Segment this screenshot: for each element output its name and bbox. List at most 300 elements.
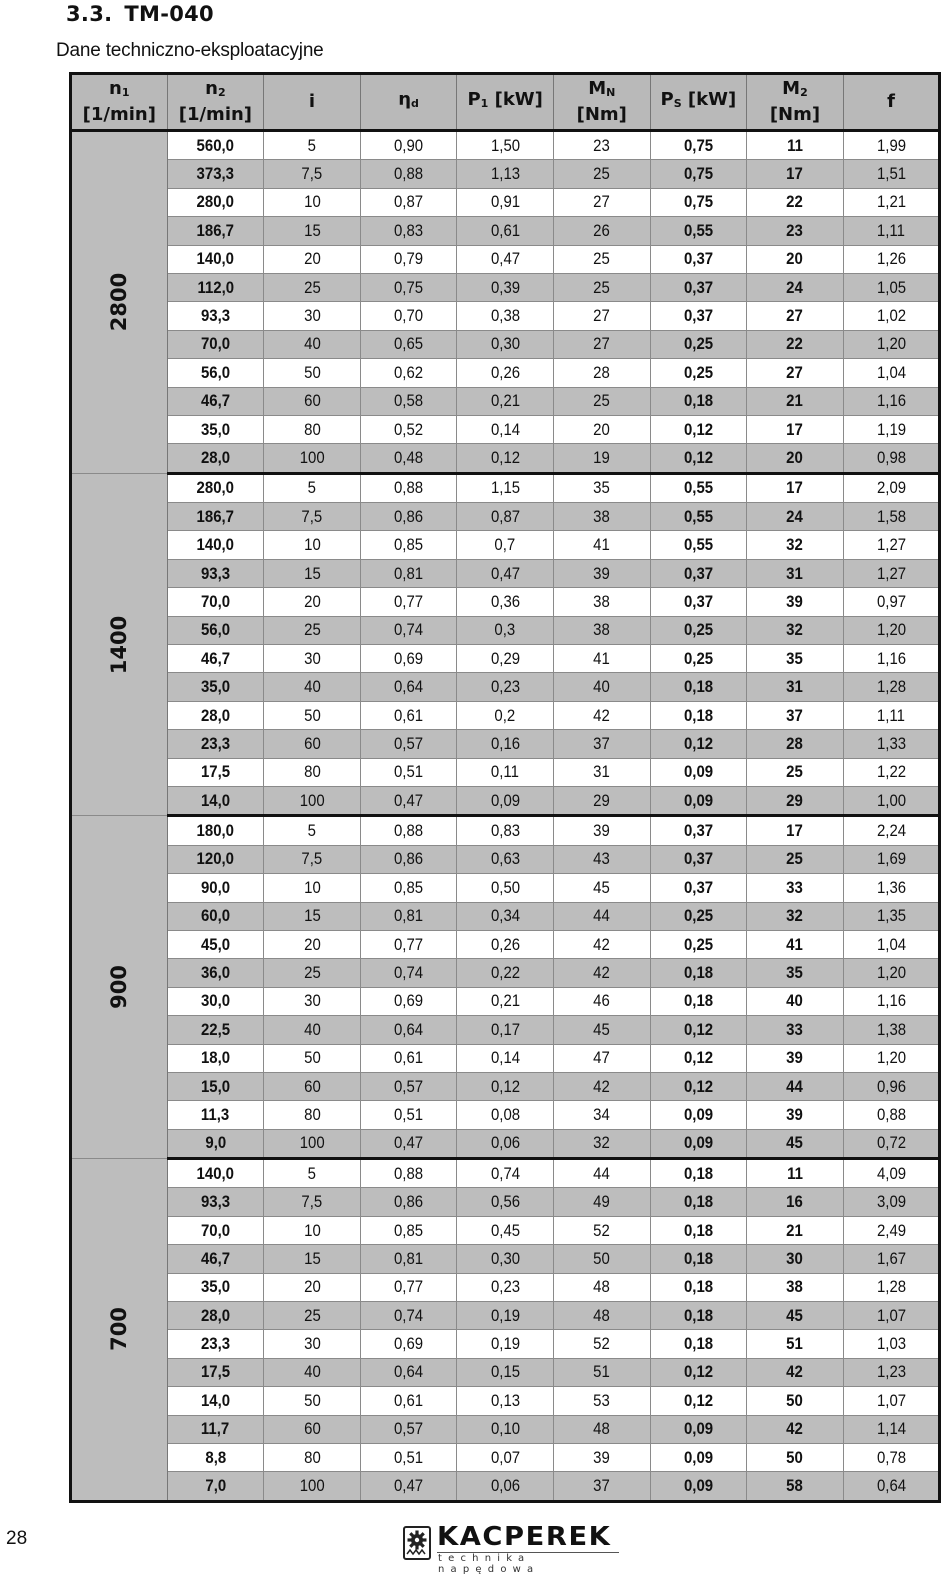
cell-value: 0,18: [683, 1277, 713, 1297]
table-row: [71, 902, 940, 930]
cell-value: 31: [786, 677, 804, 697]
column-header-symbol: P: [467, 89, 481, 110]
table-cell: [843, 1044, 940, 1072]
table-cell: [167, 786, 264, 815]
table-cell: [843, 273, 940, 301]
table-cell: [457, 1016, 554, 1044]
cell-value: 93,3: [200, 306, 230, 326]
table-cell: [553, 1072, 650, 1100]
table-row: [71, 816, 940, 845]
table-row: [71, 1188, 940, 1216]
cell-value: 51: [786, 1334, 804, 1354]
table-cell: [843, 1443, 940, 1471]
table-cell: [650, 1016, 747, 1044]
cell-value: 0,25: [683, 362, 713, 382]
cell-value: 1,27: [876, 563, 906, 583]
cell-value: 0,58: [394, 391, 424, 411]
table-cell: [553, 1443, 650, 1471]
table-cell: [360, 273, 457, 301]
table-cell: [553, 473, 650, 502]
table-cell: [360, 588, 457, 616]
cell-value: 50: [786, 1447, 804, 1467]
cell-value: 17: [786, 164, 804, 184]
table-cell: [264, 816, 361, 845]
cell-value: 0,17: [490, 1019, 520, 1039]
cell-value: 25: [303, 277, 321, 297]
table-cell: [553, 1273, 650, 1301]
cell-value: 45: [593, 877, 611, 897]
table-row: [71, 959, 940, 987]
cell-value: 1,67: [876, 1248, 906, 1268]
table-cell: [457, 588, 554, 616]
table-cell: [264, 1302, 361, 1330]
table-cell: [457, 673, 554, 701]
cell-value: 14,0: [200, 790, 230, 810]
cell-value: 1,23: [876, 1362, 906, 1382]
cell-value: 20: [786, 447, 804, 467]
cell-value: 0,09: [683, 790, 713, 810]
cell-value: 50: [593, 1248, 611, 1268]
cell-value: 23: [786, 220, 804, 240]
cell-value: 0,83: [394, 220, 424, 240]
cell-value: 50: [303, 1390, 321, 1410]
table-row: [71, 217, 940, 245]
cell-value: 1,58: [876, 506, 906, 526]
table-row: [71, 1302, 940, 1330]
table-cell: [360, 302, 457, 330]
table-cell: [264, 1330, 361, 1358]
table-cell: [457, 1216, 554, 1244]
cell-value: 0,88: [876, 1104, 906, 1124]
cell-value: 1,02: [876, 306, 906, 326]
table-cell: [457, 188, 554, 216]
cell-value: 33: [786, 877, 804, 897]
table-cell: [457, 245, 554, 273]
cell-value: 20: [303, 1277, 321, 1297]
cell-value: 34: [593, 1104, 611, 1124]
table-cell: [167, 273, 264, 301]
cell-value: 0,47: [490, 249, 520, 269]
table-cell: [553, 616, 650, 644]
table-cell: [457, 1188, 554, 1216]
table-cell: [167, 302, 264, 330]
table-row: [71, 1159, 940, 1188]
table-cell: [650, 217, 747, 245]
cell-value: 21: [786, 391, 804, 411]
cell-value: 53: [593, 1390, 611, 1410]
table-cell: [457, 473, 554, 502]
cell-value: 45: [786, 1305, 804, 1325]
table-cell: [843, 359, 940, 387]
cell-value: 30: [303, 1334, 321, 1354]
table-cell: [167, 874, 264, 902]
table-cell: [264, 1443, 361, 1471]
cell-value: 60: [303, 1076, 321, 1096]
table-cell: [167, 531, 264, 559]
table-cell: [553, 1245, 650, 1273]
table-cell: [457, 1415, 554, 1443]
table-cell: [553, 188, 650, 216]
table-cell: [650, 188, 747, 216]
column-header-symbol: M: [782, 78, 801, 99]
table-cell: [457, 1159, 554, 1188]
table-cell: [360, 645, 457, 673]
table-row: [71, 1245, 940, 1273]
cell-value: 0,14: [490, 419, 520, 439]
table-cell: [553, 160, 650, 188]
cell-value: 0,09: [683, 1447, 713, 1467]
table-cell: [747, 616, 844, 644]
table-cell: [843, 503, 940, 531]
table-cell: [457, 902, 554, 930]
cell-value: 1,07: [876, 1305, 906, 1325]
cell-value: 7,5: [301, 849, 323, 869]
cell-value: 0,19: [490, 1334, 520, 1354]
table-cell: [457, 1472, 554, 1501]
cell-value: 0,64: [394, 677, 424, 697]
table-header-row: [71, 74, 940, 131]
table-cell: [360, 1358, 457, 1386]
cell-value: 1,50: [490, 135, 520, 155]
cell-value: 1,28: [876, 677, 906, 697]
table-cell: [360, 930, 457, 958]
table-row: [71, 1016, 940, 1044]
table-cell: [167, 1188, 264, 1216]
cell-value: 0,72: [876, 1133, 906, 1153]
cell-value: 10: [303, 1220, 321, 1240]
cell-value: 15,0: [200, 1076, 230, 1096]
cell-value: 0,3: [494, 620, 516, 640]
cell-value: 60: [303, 733, 321, 753]
table-cell: [457, 959, 554, 987]
table-cell: [553, 730, 650, 758]
cell-value: 42: [593, 934, 611, 954]
table-cell: [747, 473, 844, 502]
table-cell: [650, 1216, 747, 1244]
table-cell: [843, 959, 940, 987]
cell-value: 0,09: [490, 790, 520, 810]
table-cell: [650, 616, 747, 644]
table-cell: [650, 874, 747, 902]
cell-value: 38: [593, 591, 611, 611]
cell-value: 45: [786, 1133, 804, 1153]
table-cell: [747, 786, 844, 815]
table-row: [71, 930, 940, 958]
table-cell: [264, 188, 361, 216]
table-cell: [264, 730, 361, 758]
cell-value: 0,07: [490, 1447, 520, 1467]
table-cell: [457, 273, 554, 301]
table-cell: [167, 845, 264, 873]
cell-value: 15: [303, 1248, 321, 1268]
table-cell: [747, 730, 844, 758]
cell-value: 7,5: [301, 506, 323, 526]
table-row: [71, 1472, 940, 1501]
table-cell: [843, 902, 940, 930]
cell-value: 50: [303, 1048, 321, 1068]
cell-value: 25: [303, 1305, 321, 1325]
table-cell: [167, 1273, 264, 1301]
table-cell: [167, 616, 264, 644]
table-cell: [457, 874, 554, 902]
table-cell: [843, 387, 940, 415]
cell-value: 0,09: [683, 1104, 713, 1124]
column-header-symbol: M: [588, 78, 607, 99]
cell-value: 0,63: [490, 849, 520, 869]
column-header: [843, 74, 940, 131]
table-cell: [553, 786, 650, 815]
cell-value: 1,16: [876, 391, 906, 411]
table-cell: [457, 217, 554, 245]
table-cell: [843, 758, 940, 786]
table-row: [71, 302, 940, 330]
table-cell: [843, 1129, 940, 1158]
cell-value: 0,74: [394, 1305, 424, 1325]
cell-value: 0,77: [394, 1277, 424, 1297]
column-header: [71, 74, 168, 131]
table-cell: [360, 701, 457, 729]
table-cell: [457, 415, 554, 443]
table-cell: [167, 1016, 264, 1044]
cell-value: 5: [307, 135, 317, 155]
cell-value: 140,0: [196, 535, 235, 555]
cell-value: 0,55: [683, 506, 713, 526]
table-cell: [167, 902, 264, 930]
cell-value: 27: [593, 192, 611, 212]
cell-value: 32: [593, 1133, 611, 1153]
cell-value: 0,77: [394, 934, 424, 954]
table-cell: [650, 503, 747, 531]
cell-value: 0,37: [683, 306, 713, 326]
cell-value: 140,0: [196, 249, 235, 269]
cell-value: 18,0: [200, 1048, 230, 1068]
table-cell: [747, 845, 844, 873]
cell-value: 0,13: [490, 1390, 520, 1410]
table-cell: [264, 1129, 361, 1158]
table-cell: [843, 302, 940, 330]
table-cell: [747, 1330, 844, 1358]
table-cell: [264, 531, 361, 559]
table-cell: [264, 245, 361, 273]
table-cell: [650, 673, 747, 701]
cell-value: 0,38: [490, 306, 520, 326]
table-cell: [457, 1129, 554, 1158]
table-cell: [553, 217, 650, 245]
cell-value: 0,37: [683, 821, 713, 841]
table-cell: [843, 188, 940, 216]
table-cell: [747, 959, 844, 987]
cell-value: 0,12: [683, 733, 713, 753]
table-cell: [360, 160, 457, 188]
table-cell: [360, 959, 457, 987]
table-cell: [360, 559, 457, 587]
column-header-subscript: 1: [480, 97, 489, 110]
table-cell: [747, 1245, 844, 1273]
table-row: [71, 1415, 940, 1443]
cell-value: 1,33: [876, 733, 906, 753]
cell-value: 16: [786, 1192, 804, 1212]
cell-value: 0,81: [394, 563, 424, 583]
cell-value: 3,09: [876, 1192, 906, 1212]
cell-value: 0,30: [490, 1248, 520, 1268]
table-cell: [360, 673, 457, 701]
cell-value: 45,0: [200, 934, 230, 954]
cell-value: 0,26: [490, 934, 520, 954]
table-row: [71, 188, 940, 216]
table-cell: [167, 1129, 264, 1158]
cell-value: 25: [303, 963, 321, 983]
cell-value: 39: [786, 1104, 804, 1124]
column-header-unit: [1/min]: [82, 104, 156, 125]
cell-value: 10: [303, 192, 321, 212]
table-cell: [167, 387, 264, 415]
cell-value: 20: [303, 249, 321, 269]
cell-value: 70,0: [200, 591, 230, 611]
table-cell: [843, 1387, 940, 1415]
cell-value: 280,0: [196, 192, 235, 212]
cell-value: 0,96: [876, 1076, 906, 1096]
column-header-unit: [Nm]: [769, 104, 821, 125]
table-cell: [457, 987, 554, 1015]
cell-value: 0,26: [490, 362, 520, 382]
table-cell: [843, 616, 940, 644]
cell-value: 1,36: [876, 877, 906, 897]
cell-value: 0,56: [490, 1192, 520, 1212]
table-row: [71, 588, 940, 616]
cell-value: 35: [786, 648, 804, 668]
cell-value: 0,23: [490, 677, 520, 697]
table-cell: [553, 531, 650, 559]
cell-value: 0,12: [683, 419, 713, 439]
table-cell: [264, 330, 361, 358]
table-cell: [747, 758, 844, 786]
table-cell: [553, 902, 650, 930]
column-header-symbol: n: [205, 78, 218, 99]
cell-value: 0,15: [490, 1362, 520, 1382]
table-cell: [264, 1358, 361, 1386]
table-cell: [457, 616, 554, 644]
cell-value: 1,28: [876, 1277, 906, 1297]
table-row: [71, 1273, 940, 1301]
logo-brand-name: KACPEREK: [437, 1522, 612, 1552]
table-cell: [553, 959, 650, 987]
column-header-subscript: 2: [217, 86, 226, 99]
cell-value: 28: [593, 362, 611, 382]
cell-value: 0,12: [683, 1362, 713, 1382]
table-cell: [264, 987, 361, 1015]
cell-value: 35,0: [200, 1277, 230, 1297]
table-cell: [264, 444, 361, 473]
table-row: [71, 1216, 940, 1244]
table-cell: [747, 673, 844, 701]
cell-value: 40: [303, 1362, 321, 1382]
cell-value: 27: [786, 306, 804, 326]
table-cell: [650, 645, 747, 673]
table-cell: [457, 1443, 554, 1471]
table-cell: [553, 1016, 650, 1044]
table-cell: [650, 160, 747, 188]
table-cell: [264, 302, 361, 330]
cell-value: 35: [786, 963, 804, 983]
column-header: [360, 74, 457, 131]
table-cell: [747, 902, 844, 930]
table-cell: [167, 1415, 264, 1443]
table-cell: [360, 874, 457, 902]
cell-value: 0,47: [394, 1133, 424, 1153]
table-row: [71, 1443, 940, 1471]
table-cell: [457, 160, 554, 188]
cell-value: 0,48: [394, 447, 424, 467]
table-cell: [264, 645, 361, 673]
cell-value: 0,08: [490, 1104, 520, 1124]
cell-value: 93,3: [200, 1192, 230, 1212]
table-cell: [167, 816, 264, 845]
cell-value: 45: [593, 1019, 611, 1039]
cell-value: 0,29: [490, 648, 520, 668]
table-cell: [553, 1415, 650, 1443]
table-cell: [167, 588, 264, 616]
table-cell: [553, 1129, 650, 1158]
cell-value: 8,8: [204, 1447, 226, 1467]
cell-value: 100: [299, 790, 325, 810]
table-cell: [264, 503, 361, 531]
cell-value: 0,75: [683, 192, 713, 212]
table-cell: [843, 1016, 940, 1044]
cell-value: 58: [786, 1476, 804, 1496]
table-cell: [553, 302, 650, 330]
cell-value: 0,25: [683, 934, 713, 954]
column-header-subscript: 2: [800, 86, 808, 99]
table-cell: [167, 444, 264, 473]
table-cell: [650, 959, 747, 987]
cell-value: 40: [786, 991, 804, 1011]
cell-value: 5: [307, 1163, 317, 1183]
cell-value: 42: [786, 1419, 804, 1439]
table-cell: [843, 131, 940, 160]
cell-value: 48: [593, 1419, 611, 1439]
table-row: [71, 1387, 940, 1415]
table-cell: [747, 1387, 844, 1415]
cell-value: 1,05: [876, 277, 906, 297]
cell-value: 4,09: [876, 1163, 906, 1183]
cell-value: 0,37: [683, 877, 713, 897]
cell-value: 42: [593, 705, 611, 725]
cell-value: 60: [303, 391, 321, 411]
cell-value: 41: [593, 648, 611, 668]
cell-value: 38: [593, 620, 611, 640]
table-cell: [167, 1443, 264, 1471]
cell-value: 25: [593, 249, 611, 269]
cell-value: 0,45: [490, 1220, 520, 1240]
cell-value: 0,97: [876, 591, 906, 611]
cell-value: 44: [593, 1163, 611, 1183]
table-cell: [264, 959, 361, 987]
table-cell: [843, 160, 940, 188]
table-cell: [264, 473, 361, 502]
cell-value: 0,69: [394, 1334, 424, 1354]
cell-value: 0,86: [394, 506, 424, 526]
cell-value: 11: [787, 135, 803, 155]
cell-value: 0,81: [394, 906, 424, 926]
cell-value: 11: [787, 1163, 803, 1183]
table-cell: [553, 874, 650, 902]
table-cell: [360, 987, 457, 1015]
table-cell: [264, 1273, 361, 1301]
cell-value: 25: [786, 849, 804, 869]
cell-value: 1,13: [490, 164, 520, 184]
table-cell: [360, 1302, 457, 1330]
cell-value: 0,19: [490, 1305, 520, 1325]
